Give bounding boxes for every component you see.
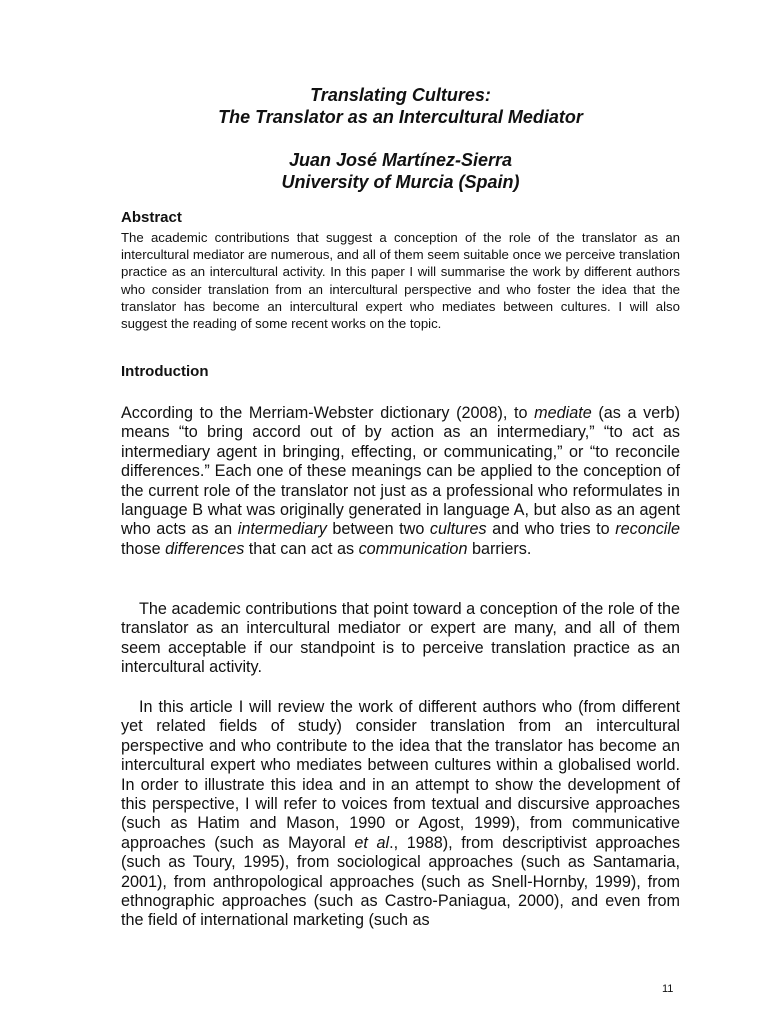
author-name: Juan José Martínez-Sierra (288, 150, 513, 170)
p1-emphasis-communication: communication (358, 539, 468, 558)
intro-paragraph-2: The academic contributions that point toward a conception of the role of the translator as an intercultural mediator or expert are many, and all of them seem acceptable if our standpoint is to perceive translation practice as an intercultural activity. (121, 600, 680, 677)
intro-paragraph-1 (121, 404, 680, 559)
p1-text-1: According to the Merriam-Webster dictionary (2008), to (121, 404, 535, 422)
p1-emphasis-mediate: mediate (534, 404, 592, 422)
p1-text-5: those (121, 539, 166, 558)
page-number: 11 (662, 983, 674, 995)
p1-text-7: barriers. (467, 539, 532, 558)
p1-emphasis-intermediary: intermediary (237, 520, 327, 539)
introduction-heading: Introduction (121, 363, 209, 380)
p1-emphasis-cultures: cultures (429, 520, 487, 539)
p1-text-2: (as a verb) means “to bring accord out of by action as an intermediary,” “to act as intermediary agent in bringing, effecting, or communicating,” or “to reconcile differences.” Each one of these meanings can be applied to the conception of the current role of the translator not just as a professional who reformulates in language B what was originally generated in language A, but also as an agent who acts as an (121, 404, 680, 539)
p1-text-3: between two (326, 520, 430, 539)
abstract-text: The academic contributions that suggest a conception of the role of the translator as an intercultural mediator are numerous, and all of them seem suitable once we perceive translation practice as an intercultural activity. In this paper I will summarise the work by different authors who consider translation from an intercultural perspective and who foster the idea that the translator has become an intercultural expert who mediates between cultures. I will also suggest the reading of some recent works on the topic. (121, 230, 680, 332)
p3-text-1: In this article I will review the work of different authors who (from different yet related fields of study) consider translation from an intercultural perspective and who contribute to the idea that the translator has become an intercultural expert who mediates between cultures within a globalised world. In order to illustrate this idea and in an attempt to show the development of this perspective, I will refer to voices from textual and discursive approaches (such as Hatim and Mason, 1990 or Agost, 1999), from communicative approaches (such as Mayoral (121, 698, 680, 852)
p3-text-2: ., 1988), from descriptivist approaches (such as Toury, 1995), from sociological approaches (such as Santamaria, 2001), from anthropological approaches (such as Snell-Hornby, 1999), from ethnographic approaches (such as Castro-Paniagua, 2000), and even from the field of international marketing (such as (121, 833, 680, 930)
intro-paragraph-3 (121, 698, 680, 931)
p1-emphasis-reconcile: reconcile (615, 520, 681, 539)
p3-emphasis-et-al: et al (354, 833, 390, 852)
abstract-heading: Abstract (121, 209, 182, 226)
p1-emphasis-differences: differences (165, 539, 245, 558)
p1-text-6: that can act as (244, 539, 359, 558)
p1-text-4: and who tries to (486, 520, 616, 539)
author-affiliation: University of Murcia (Spain) (281, 172, 520, 192)
title-line-1: Translating Cultures: (310, 85, 491, 105)
paper-title (121, 84, 680, 128)
paper-page (121, 0, 680, 1024)
author-block (121, 149, 680, 193)
title-line-2: The Translator as an Intercultural Mediator (218, 107, 583, 127)
